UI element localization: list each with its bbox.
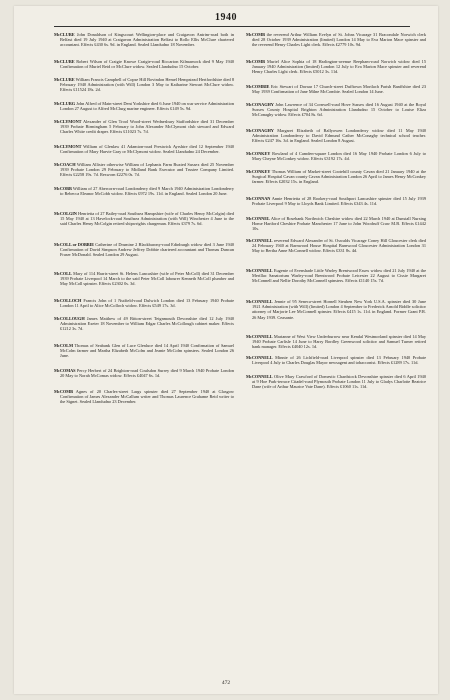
entry-surname: McCOLL <box>54 271 72 276</box>
entry-text: Thomas of Seabank Glen of Luce Glenluce died 14 April 1940 Confirmation of Samuel McColm farmer and Martha Elizabeth McColm and Jeanie McColm spinsters. Sealed London 26 June. <box>60 343 234 359</box>
entry-text: Percy Herbert of 24 Brighton-road Coulsdon Surrey died 9 March 1940 Probate London 20 May to Norah McComas widow. Effects £4047 6s. 1d. <box>60 368 234 379</box>
entry-surname: McCONNEL <box>246 216 270 221</box>
entry-text: Rowland of 4 Camden-square London died 16 May 1940 Probate London 6 July to Mary Cheyne McConkey widow. Effects £3192 17s. 4d. <box>252 151 426 162</box>
entry-text: Alexander of Glen Trool Wood-street Wednesbury Staffordshire died 31 December 1939 Probate Birmingham 5 February to John Alexander McClymont club steward and Edward Charles White credit draper. Effects £11023 7s. 7d. <box>60 119 234 135</box>
register-entry <box>54 77 234 93</box>
entry-text: Agnes of 20 Charles-street Largs spinster died 27 September 1940 at Glasgow Confirmation of James Alexander McCallum writer and Thomas Laurence Grahame Reid writer to the Signet. Sealed Llandudno 23 December. <box>60 389 234 405</box>
entry-text: Margaret Elizabeth of Ballyowen Londonderry widow died 11 May 1940 Administration Londonderry to David Edmund Cather McConaghy technical school teacher. Effects £247 16s. 3d. in England. Sealed London 8 August. <box>252 128 426 144</box>
entry-surname: McCONNAN <box>246 196 271 201</box>
entry-surname: McCONAGHY <box>246 102 274 107</box>
entry-surname: McCOLM <box>54 343 73 348</box>
register-entry <box>246 299 426 320</box>
entry-surname: McCLURE <box>54 32 75 37</box>
entry-text: Thomas William of Market-street Cootehill county Cavan died 21 January 1940 at the Surgical Hospital Cavan county Cavan Administration London 26 April to James Henry McConkey farmer. Effects £2032 15s. in England. <box>252 169 426 185</box>
entry-surname: McCOBB <box>54 186 72 191</box>
register-entry <box>54 271 234 287</box>
register-entry <box>54 242 234 258</box>
register-entry <box>54 144 234 154</box>
register-entry <box>246 84 426 94</box>
entry-text: Marianne of West View Underburrow near Kendal Westmorland spinster died 14 May 1940 Probate Carlisle 14 June to Harry Bordley Greenwood solicitor and Samuel Turner retired bank manager. Effects £4040 12s. 1d. <box>252 334 426 350</box>
entry-text: William of Glenlaw 41 Adamton-road Prestwick Ayrshire died 12 September 1940 Confirmation of Mary Harvie Gray or McClymont widow. Sealed Llandudno 24 December. <box>60 144 234 155</box>
register-entry <box>246 334 426 350</box>
entry-text: the reverend Arthur William Evelyn of St. Johns Vicarage 31 Bracondale Norwich clerk died 28 October 1939 Administration (limited) London 14 May to Eva Marion Mace spinster and the reverend Henry Charles Light clerk. Effects £2779 10s. 9d. <box>252 32 426 48</box>
entry-surname: McCOMB <box>246 32 265 37</box>
entry-surname: McCOMB <box>246 59 265 64</box>
entry-text: John Lawrence of 34 Cornwell-road Hove Sussex died 16 August 1940 at the Royal Sussex County Hospital Brighton Administration Llandudno 15 October to Louise Eliza McConaghy widow. Effects £704 8s. 6d. <box>252 102 426 118</box>
register-entry <box>246 151 426 161</box>
register-entry <box>54 119 234 135</box>
page-year-heading: 1940 <box>215 12 237 23</box>
entry-surname: McCONNELL <box>246 238 273 243</box>
entry-surname: McCOLLOCH <box>54 298 82 303</box>
entry-surname: McCONNELL <box>246 355 273 360</box>
register-entry <box>246 32 426 48</box>
register-entry <box>246 102 426 118</box>
register-entry <box>54 316 234 332</box>
page-number: 472 <box>221 680 231 686</box>
entry-surname: McCLURG <box>54 101 76 106</box>
entry-text: Muriel Alice Sophia of 18 Harlington-avenue Reepham-road Norwich widow died 15 January 1940 Administration (limited) London 12 July to Eva Marion Mace spinster and reverend Henry Charles Light clerk. Effects £5012 3s. 11d. <box>252 59 426 75</box>
register-entry <box>246 374 426 390</box>
register-entry <box>246 128 426 144</box>
entry-surname: McCLURE <box>54 59 75 64</box>
entry-surname: McCONNELL <box>246 299 273 304</box>
entry-surname: McCOMAS <box>54 368 76 373</box>
register-entry <box>246 169 426 185</box>
register-entry <box>54 298 234 308</box>
entry-surname: McCLURE <box>54 77 75 82</box>
register-entry <box>54 186 234 196</box>
entry-text: Henrietta of 27 Bailey-road Southsea Hampshire (wife of Charles Henry McColgin) died 15 May 1940 at 13 Havelock-road Southsea Administration (with Will) Winchester 4 June to the said Charles Henry McColgin retired shipwrights chargeman. Effects £379 7s. 6d. <box>60 211 234 227</box>
entry-surname: McCONKEY <box>246 169 271 174</box>
entry-text: Olive Mary Crawford of Domestic Chardstock Devonshire spinster died 6 April 1940 at 9 Hoe Park-terrace Citadel-road Plymouth Probate London 11 July to Gladys Charlotte Beatrice Dane (wife of Arthur Maurice Vate Dane). Effects £1060 11s. 11d. <box>252 374 426 390</box>
entry-surname: McCONNELL <box>246 334 273 339</box>
entry-surname: McCONNELL <box>246 268 273 273</box>
entry-text: Francis John of 1 Nutfield-road Dulwich London died 13 February 1940 Probate London 11 April to Alice McColloch widow. Effects £549 17s. 3d. <box>60 298 234 309</box>
register-entry <box>246 196 426 206</box>
entry-text: William of 27 Abercorn-road Londonderry died 9 March 1940 Administration Londonderry to Rebecca Eleanor McCobb widow. Effects £972 19s. 11d. in England. Sealed London 20 June. <box>60 186 234 197</box>
entry-surname: McCOMB <box>54 389 73 394</box>
entry-surname: McCONAGHY <box>246 128 274 133</box>
entry-surname: McCONKEY <box>246 151 271 156</box>
entry-text: Jennie of 95 Seneca-street Hornell Steuben New York U.S.A. spinster died 30 June 1921 Administration (with Will) (limited) London 4 September to Frederick Arnold Biddle solicitor attorney of Marjorie Lee McConnell spinster. Effects £415 1s. 11d. in England. Former Grant P.R. 26 May 1939. Ceasante. <box>252 299 426 320</box>
register-entry <box>246 355 426 365</box>
entry-text: John Donaldson of Kingscourt Wellington-place and Craigavon Antrim-road both in Belfast died 19 July 1940 at Craigavon Administration Belfast to Rollo Ellis McClure chartered accountant. Effects £430 6s. 9d. in England. Sealed Llandudno 18 November. <box>60 32 234 48</box>
register-entry <box>54 32 234 48</box>
entry-text: Minnie of 26 Lichfield-road Liverpool spinster died 13 February 1940 Probate Liverpool 4 July to Charles Douglas Mayor newsagent and tobacconist. Effects £1289 17s. 11d. <box>252 355 426 366</box>
register-entry <box>246 268 426 284</box>
header-rule <box>54 26 410 27</box>
entry-text: William Allister otherwise William of Lephanis Farm Buxted Sussex died 25 November 1939 Probate London 29 February to Midland Bank Executor and Trustee Company Limited. Effects £2258 19s. 7d. Resworn £2276 0s. 7d. <box>60 162 234 178</box>
register-entry <box>54 343 234 359</box>
entry-text: reverend Edward Alexander of St. Oswalds Vicarage Coney Hill Gloucester clerk died 24 February 1940 at Barnwood House Hospital Barnwood Gloucester Administration London 31 May to Bertha Anne McConnell widow. Effects £331 8s. 4d. <box>252 238 426 254</box>
entry-text: Annie Henrietta of 28 Rookery-road Southport Lancashire spinster died 15 July 1939 Probate Liverpool 9 May to Lloyds Bank Limited. Effects £343 4s. 11d. <box>252 196 426 207</box>
entry-text: Robert Wilson of Craigie Knowe Craigie-road Riccarton Kilmarnock died 9 May 1940 Confirmation of Muriel Reid or McClure widow. Sealed Llandudno 15 October. <box>60 59 234 70</box>
entry-text: Eugenie of Evenshade Little Warley Brentwood Essex widow died 21 July 1940 at the Merillac Sanatorium Warley-road Brentwood Probate Leicester 22 August to Cissie Margaret McConnell and Nellie Dorothy McConnell spinsters. Effects £1140 15s. 7d. <box>252 268 426 284</box>
register-page <box>14 6 438 694</box>
entry-surname: McCOACH <box>54 162 76 167</box>
register-entry <box>246 216 426 232</box>
register-entry <box>54 389 234 405</box>
entry-text: Alice of Rosebank Northwich Cheshire widow died 22 March 1940 at Dunstall Nursing Home Hartford Cheshire Probate Manchester 17 June to John Woodruff Craw M.B. Effects £1442 10s. <box>252 216 426 232</box>
register-entry <box>246 238 426 254</box>
entry-surname: McCOLLOUGH <box>54 316 85 321</box>
entry-surname: McCLYMONT <box>54 144 82 149</box>
entry-surname: McCONNELL <box>246 374 273 379</box>
entry-text: William Francis Campbell of Copse Hill Bovindon Hemel Hempstead Hertfordshire died 8 February 1940 Administration (with Will) London 3 May to Katharine Stewart McClure widow. Effects £11524 18s. 2d. <box>60 77 234 93</box>
entry-text: John Alfred of Main-street Dent Yorkshire died 6 June 1940 on war service Administration London 27 August to Alfred McClurg marine engineer. Effects £149 5s. 9d. <box>60 101 234 112</box>
register-entry <box>54 368 234 378</box>
register-entry <box>54 101 234 111</box>
entry-surname: McCOLL or DOBBIE <box>54 242 94 247</box>
entry-text: Eric Stewart of Davaar 17 Church-street Dufftown Mortlach Parish Banffshire died 23 May 1939 Confirmation of Jane Milne McCombie. Sealed London 14 June. <box>252 84 426 95</box>
entry-surname: McCOMBIE <box>246 84 270 89</box>
register-entry <box>246 59 426 75</box>
entry-surname: McCOLGIN <box>54 211 77 216</box>
register-entry <box>54 211 234 227</box>
entry-text: Catherine of Drumine 2 Blackbarony-road Edinburgh widow died 3 June 1940 Confirmation of David Simpson Andrew Jeffrey Dobbie chartered accountant and Thomas Duncan Fraser McDonald. Sealed London 29 August. <box>60 242 234 258</box>
entry-text: Mary of 114 Harris-street St. Helens Lancashire (wife of Peter McColl) died 31 December 1939 Probate Liverpool 14 March to the said Peter McColl labourer Kenneth McColl plumber and May McColl spinster. Effects £2302 0s. 3d. <box>60 271 234 287</box>
entry-surname: McCLYMONT <box>54 119 82 124</box>
entry-text: James Matthew of 49 Bitton-street Teignmouth Devonshire died 12 July 1940 Administration Exeter 18 November to William Edgar Charles McCollough cabinet maker. Effects £1212 3s. 7d. <box>60 316 234 332</box>
register-entry <box>54 162 234 178</box>
register-entry <box>54 59 234 69</box>
